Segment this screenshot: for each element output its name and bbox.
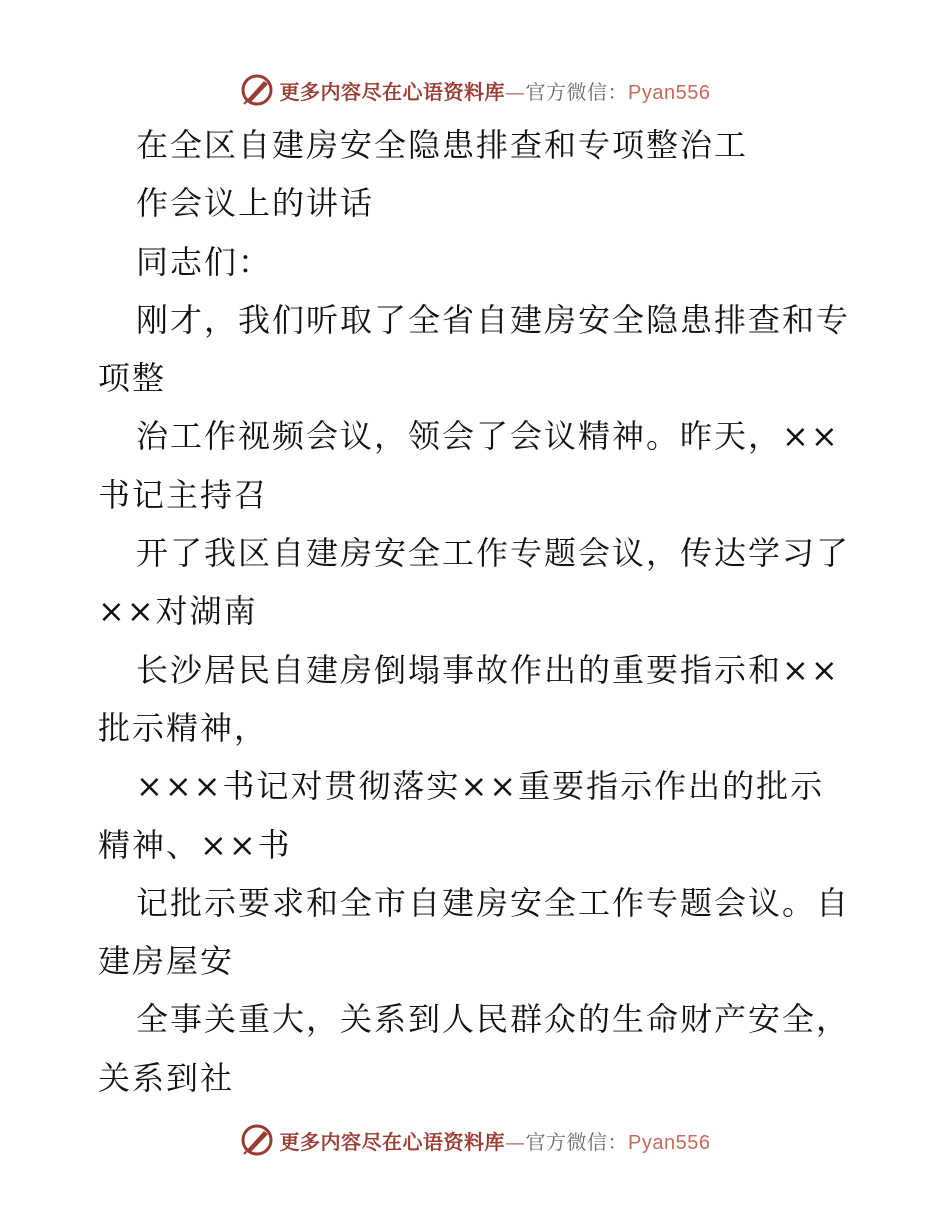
paragraph-line: ××对湖南 <box>98 592 258 631</box>
header-watermark <box>0 70 950 110</box>
pen-circle-logo-icon <box>240 1123 274 1157</box>
document-title-line-2: 作会议上的讲话 <box>136 184 375 223</box>
watermark-label: 官方微信： <box>525 79 629 104</box>
paragraph-line: 项整 <box>98 359 167 398</box>
watermark-brand: 更多内容尽在心语资料库 <box>279 1129 506 1154</box>
watermark-label: 官方微信： <box>525 1129 629 1154</box>
watermark-wechat-id: Pyan556 <box>628 1131 711 1154</box>
paragraph-line: 关系到社 <box>98 1058 235 1097</box>
watermark-brand: 更多内容尽在心语资料库 <box>279 79 506 104</box>
paragraph-line: 长沙居民自建房倒塌事故作出的重要指示和×× <box>136 650 840 689</box>
paragraph-line: 批示精神， <box>98 708 269 747</box>
footer-watermark <box>0 1120 950 1160</box>
paragraph-line: 刚才，我们听取了全省自建房安全隐患排查和专 <box>136 300 851 339</box>
paragraph-line: 建房屋安 <box>98 942 235 981</box>
paragraph-line: 记批示要求和全市自建房安全工作专题会议。自 <box>136 883 851 922</box>
salutation: 同志们： <box>136 242 273 281</box>
document-title-line-1: 在全区自建房安全隐患排查和专项整治工 <box>136 126 749 164</box>
document-body <box>98 116 858 1107</box>
watermark-dash: — <box>505 1129 526 1154</box>
paragraph-line: 精神、××书 <box>98 825 292 864</box>
paragraph-line: 书记主持召 <box>98 475 269 514</box>
paragraph-line: 治工作视频会议，领会了会议精神。昨天，×× <box>136 417 840 456</box>
pen-circle-logo-icon <box>240 73 274 107</box>
watermark-wechat-id: Pyan556 <box>628 81 711 104</box>
paragraph-line: 开了我区自建房安全工作专题会议，传达学习了 <box>136 534 851 573</box>
paragraph-line: 全事关重大，关系到人民群众的生命财产安全， <box>136 1000 851 1039</box>
watermark-dash: — <box>505 79 526 104</box>
paragraph-line: ×××书记对贯彻落实××重要指示作出的批示 <box>136 767 825 806</box>
